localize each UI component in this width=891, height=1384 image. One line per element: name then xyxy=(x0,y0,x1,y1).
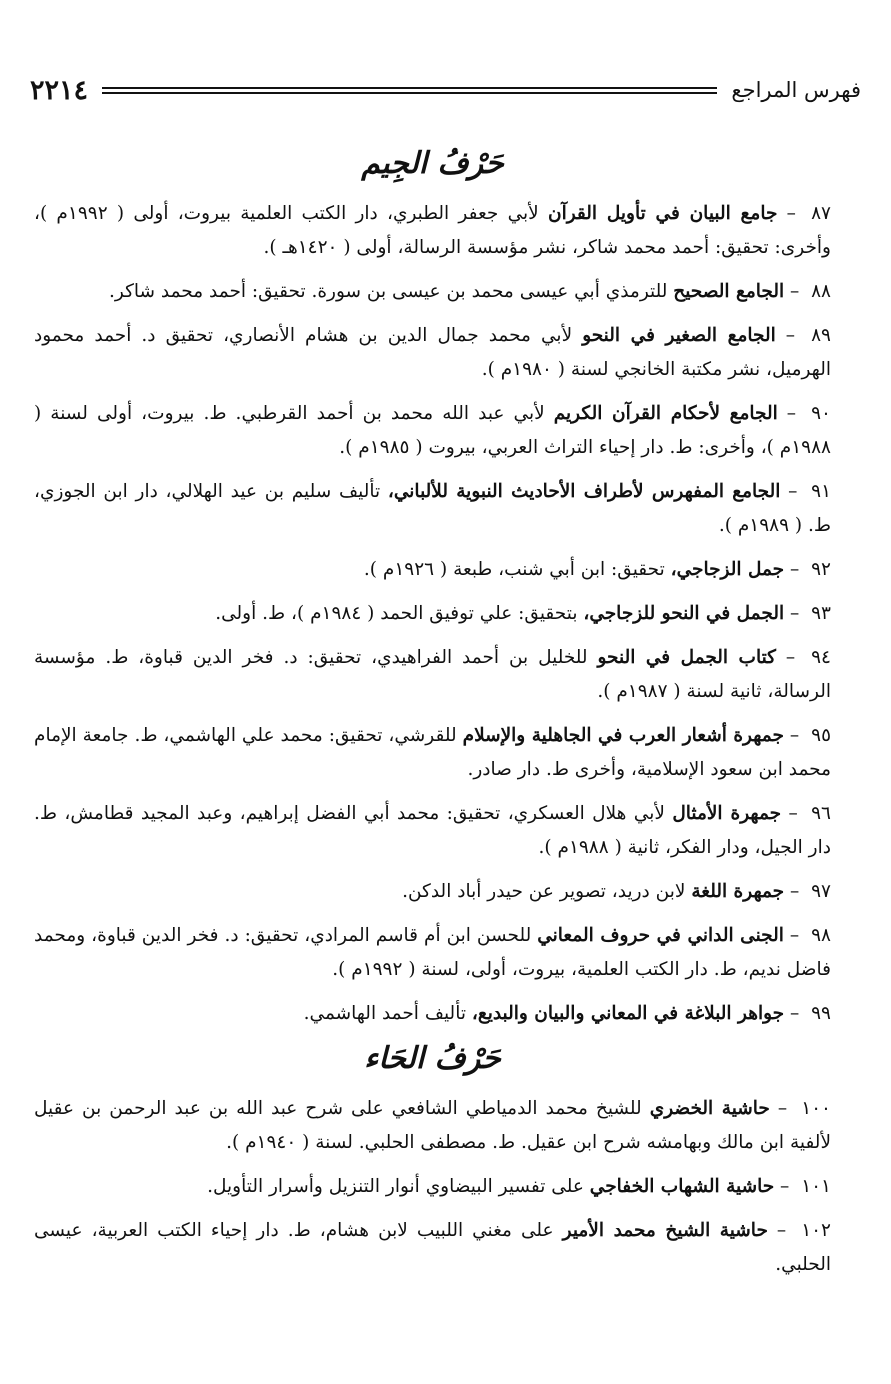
entry-title: جمهرة اللغة xyxy=(691,881,785,902)
reference-entry: ٩٥ – جمهرة أشعار العرب في الجاهلية والإسلام للقرشي، تحقيق: محمد علي الهاشمي، ط. جامعة الإمام محمد ابن سعود الإسلامية، وأخرى ط. دار صادر. xyxy=(34,725,832,780)
entry-title: جواهر البلاغة في المعاني والبيان والبديع، xyxy=(471,1003,785,1024)
entry-number: ٩٥ xyxy=(811,725,832,746)
entry-number: ١٠٠ xyxy=(801,1098,831,1119)
page-number: ٢٢١٤ xyxy=(30,74,89,106)
reference-entry: ٨٨ – الجامع الصحيح للترمذي أبي عيسى محمد بن عيسى بن سورة. تحقيق: أحمد محمد شاكر. xyxy=(108,281,831,302)
entry-title: حاشية الخضري xyxy=(649,1098,770,1119)
reference-entry: ١٠٠ – حاشية الخضري للشيخ محمد الدمياطي الشافعي على شرح عبد الله بن عبد الرحمن بن عقيل لألفية ابن مالك وبهامشه شرح ابن عقيل. ط. مصطفى الحلبي. لسنة ( ١٩٤٠م ). xyxy=(34,1098,831,1153)
entry-number: ٩٠ xyxy=(811,403,831,424)
entry-title: الجامع الصحيح xyxy=(673,281,785,302)
entry-number: ٩٤ xyxy=(811,647,831,668)
entry-number: ٨٨ xyxy=(811,281,831,302)
entry-number: ٨٩ xyxy=(811,325,831,346)
entry-title: جامع البيان في تأويل القرآن xyxy=(547,203,778,224)
running-title: فهرس المراجع xyxy=(731,78,861,102)
entry-details: لابن دريد، تصوير عن حيدر أباد الدكن. xyxy=(402,881,686,902)
reference-entry: ٩٦ – جمهرة الأمثال لأبي هلال العسكري، تحقيق: محمد أبي الفضل إبراهيم، وعبد المجيد قطامش، ط. دار الجيل، ودار الفكر، ثانية ( ١٩٨٨م ). xyxy=(34,803,831,858)
reference-entry: ٨٩ – الجامع الصغير في النحو لأبي محمد جمال الدين بن هشام الأنصاري، تحقيق د. أحمد محمود الهرميل، نشر مكتبة الخانجي لسنة ( ١٩٨٠م ). xyxy=(34,325,831,380)
entry-details: للشيخ محمد الدمياطي الشافعي على شرح عبد الله بن عبد الرحمن بن عقيل لألفية ابن مالك وبهامشه شرح ابن عقيل. ط. مصطفى الحلبي. لسنة ( ١٩٤٠م ). xyxy=(34,1098,831,1153)
entry-details: لأبي جعفر الطبري، دار الكتب العلمية بيروت، أولى ( ١٩٩٢م )، وأخرى: تحقيق: أحمد محمد شاكر، نشر مؤسسة الرسالة، أولى ( ١٤٢٠هـ ). xyxy=(34,203,831,258)
entry-details: تأليف أحمد الهاشمي. xyxy=(303,1003,466,1024)
entry-title: جمهرة الأمثال xyxy=(672,803,782,824)
entry-title: كتاب الجمل في النحو xyxy=(597,647,776,668)
entry-title: الجمل في النحو للزجاجي، xyxy=(583,603,785,624)
page-header xyxy=(30,70,861,110)
entry-details: للحسن ابن أم قاسم المرادي، تحقيق: د. فخر الدين قباوة، ومحمد فاضل نديم، ط. دار الكتب العلمية، بيروت، أولى، لسنة ( ١٩٩٢م ). xyxy=(34,925,831,980)
entry-details: للخليل بن أحمد الفراهيدي، تحقيق: د. فخر الدين قباوة، ط. مؤسسة الرسالة، ثانية لسنة ( ١٩٨٧م ). xyxy=(34,647,831,702)
entry-details: للترمذي أبي عيسى محمد بن عيسى بن سورة. تحقيق: أحمد محمد شاكر. xyxy=(108,281,668,302)
entry-details: للقرشي، تحقيق: محمد علي الهاشمي، ط. جامعة الإمام محمد ابن سعود الإسلامية، وأخرى ط. دار صادر. xyxy=(34,725,831,780)
entry-number: ٩٧ xyxy=(811,881,831,902)
entry-title: جمل الزجاجي، xyxy=(670,559,785,580)
reference-entry: ٨٧ – جامع البيان في تأويل القرآن لأبي جعفر الطبري، دار الكتب العلمية بيروت، أولى ( ١٩٩٢م )، وأخرى: تحقيق: أحمد محمد شاكر، نشر مؤسسة الرسالة، أولى ( ١٤٢٠هـ ). xyxy=(34,203,831,258)
entry-number: ٩٨ xyxy=(811,925,831,946)
reference-entry: ٩٧ – جمهرة اللغة لابن دريد، تصوير عن حيدر أباد الدكن. xyxy=(402,881,831,902)
entry-details: لأبي محمد جمال الدين بن هشام الأنصاري، تحقيق د. أحمد محمود الهرميل، نشر مكتبة الخانجي لسنة ( ١٩٨٠م ). xyxy=(34,325,831,380)
entry-details: على مغني اللبيب لابن هشام، ط. دار إحياء الكتب العربية، عيسى الحلبي. xyxy=(34,1220,831,1275)
entry-details: بتحقيق: علي توفيق الحمد ( ١٩٨٤م )، ط. أولى. xyxy=(215,603,578,624)
entry-title: الجامع لأحكام القرآن الكريم xyxy=(553,403,778,424)
reference-entry: ٩٠ – الجامع لأحكام القرآن الكريم لأبي عبد الله محمد بن أحمد القرطبي. ط. بيروت، أولى لسنة ( ١٩٨٨م )، وأخرى: ط. دار إحياء التراث العربي، بيروت ( ١٩٨٥م ). xyxy=(34,403,831,458)
header-rule xyxy=(102,87,717,94)
reference-entry: ١٠٢ – حاشية الشيخ محمد الأمير على مغني اللبيب لابن هشام، ط. دار إحياء الكتب العربية، عيسى الحلبي. xyxy=(34,1220,831,1275)
entry-details: على تفسير البيضاوي أنوار التنزيل وأسرار التأويل. xyxy=(207,1176,584,1197)
entry-details: تحقيق: ابن أبي شنب، طبعة ( ١٩٢٦م ). xyxy=(363,559,665,580)
entry-number: ١٠٢ xyxy=(801,1220,831,1241)
entry-title: جمهرة أشعار العرب في الجاهلية والإسلام xyxy=(462,725,784,746)
reference-entry: ٩٢ – جمل الزجاجي، تحقيق: ابن أبي شنب، طبعة ( ١٩٢٦م ). xyxy=(363,559,831,580)
reference-entry: ٩١ – الجامع المفهرس لأطراف الأحاديث النبوية للألباني، تأليف سليم بن عيد الهلالي، دار ابن الجوزي، ط. ( ١٩٨٩م ). xyxy=(34,481,832,536)
entry-title: الجامع المفهرس لأطراف الأحاديث النبوية للألباني، xyxy=(387,481,781,502)
entry-title: حاشية الشهاب الخفاجي xyxy=(589,1176,775,1197)
reference-entry: ٩٩ – جواهر البلاغة في المعاني والبيان والبديع، تأليف أحمد الهاشمي. xyxy=(303,1003,831,1024)
reference-entry: ٩٣ – الجمل في النحو للزجاجي، بتحقيق: علي توفيق الحمد ( ١٩٨٤م )، ط. أولى. xyxy=(215,603,831,624)
entry-number: ١٠١ xyxy=(801,1176,831,1197)
entry-title: الجنى الداني في حروف المعاني xyxy=(537,925,784,946)
entry-number: ٩٢ xyxy=(811,559,831,580)
entry-details: لأبي هلال العسكري، تحقيق: محمد أبي الفضل إبراهيم، وعبد المجيد قطامش، ط. دار الجيل، ودار الفكر، ثانية ( ١٩٨٨م ). xyxy=(34,803,831,858)
entry-number: ٩٣ xyxy=(811,603,831,624)
entry-title: الجامع الصغير في النحو xyxy=(582,325,776,346)
entry-number: ٩٩ xyxy=(811,1003,831,1024)
section-title: حَرْفُ الجِيم xyxy=(361,146,504,181)
references-list xyxy=(34,140,831,1292)
entry-number: ٨٧ xyxy=(811,203,831,224)
reference-entry: ٩٤ – كتاب الجمل في النحو للخليل بن أحمد الفراهيدي، تحقيق: د. فخر الدين قباوة، ط. مؤسسة الرسالة، ثانية لسنة ( ١٩٨٧م ). xyxy=(34,647,831,702)
entry-title: حاشية الشيخ محمد الأمير xyxy=(562,1220,768,1241)
entry-number: ٩٦ xyxy=(811,803,831,824)
entry-details: تأليف سليم بن عيد الهلالي، دار ابن الجوزي، ط. ( ١٩٨٩م ). xyxy=(34,481,831,536)
section-title: حَرْفُ الحَاء xyxy=(364,1041,501,1076)
reference-entry: ١٠١ – حاشية الشهاب الخفاجي على تفسير البيضاوي أنوار التنزيل وأسرار التأويل. xyxy=(207,1176,831,1197)
reference-entry: ٩٨ – الجنى الداني في حروف المعاني للحسن ابن أم قاسم المرادي، تحقيق: د. فخر الدين قباوة، ومحمد فاضل نديم، ط. دار الكتب العلمية، بيروت، أولى، لسنة ( ١٩٩٢م ). xyxy=(34,925,831,980)
entry-number: ٩١ xyxy=(811,481,832,502)
entry-details: لأبي عبد الله محمد بن أحمد القرطبي. ط. بيروت، أولى لسنة ( ١٩٨٨م )، وأخرى: ط. دار إحياء التراث العربي، بيروت ( ١٩٨٥م ). xyxy=(34,403,831,458)
